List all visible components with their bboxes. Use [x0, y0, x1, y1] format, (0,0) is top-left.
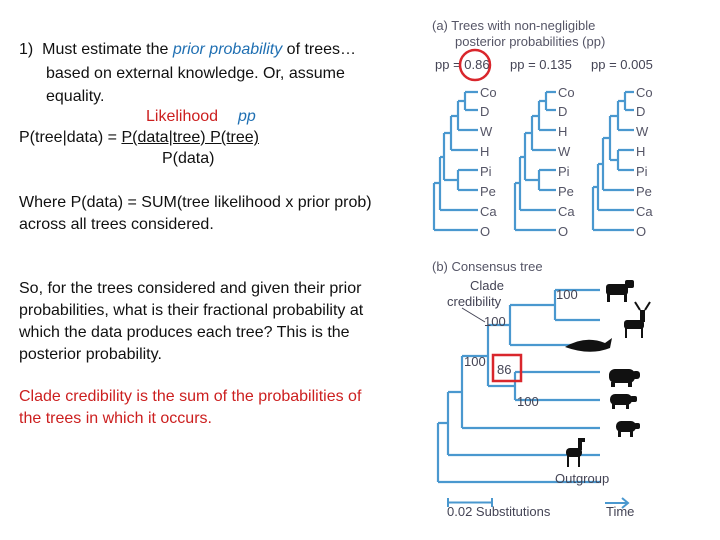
formula-denominator: P(data) [162, 150, 215, 167]
so-line4: posterior probability. [19, 346, 162, 363]
tree1-tip-labels [480, 85, 497, 239]
tree3-tip-pi: Pi [636, 164, 648, 179]
clade-credibility-label-line1: Clade [470, 278, 504, 293]
hippo-icon [609, 369, 640, 387]
so-line1: So, for the trees considered and given their prior [19, 280, 362, 297]
deer-icon [624, 302, 650, 338]
tree3-branches [593, 92, 634, 230]
tree3-tip-d: D [636, 104, 646, 119]
tree2-tip-h: H [558, 124, 568, 139]
peccary-icon [616, 421, 640, 437]
tree2-tip-pi: Pi [558, 164, 570, 179]
prior-probability-term: prior probability [172, 41, 283, 58]
support-value-3: 100 [464, 354, 486, 369]
tree1-tip-d: D [480, 104, 490, 119]
tree2-tip-labels [558, 85, 575, 239]
tree2-tip-ca: Ca [558, 204, 575, 219]
where-line2: across all trees considered. [19, 216, 214, 233]
tree1-tip-h: H [480, 144, 490, 159]
tree3-tip-o: O [636, 224, 647, 239]
tree1-tip-co: Co [480, 85, 497, 100]
tree1-tip-w: W [480, 124, 493, 139]
tree1-tip-o: O [480, 224, 491, 239]
tree2-tip-d: D [558, 104, 568, 119]
outgroup-label: Outgroup [555, 471, 610, 486]
clade-line2: the trees in which it occurs. [19, 410, 212, 427]
support-value-2: 100 [484, 314, 506, 329]
tree3-tip-w: W [636, 124, 649, 139]
point1-text-a: Must estimate the [42, 41, 173, 58]
tree3-tip-h: H [636, 144, 646, 159]
tree1-tip-pe: Pe [480, 184, 496, 199]
so-line2: probabilities, what is their fractional probability at [19, 302, 364, 319]
tree2-branches [515, 92, 556, 230]
whale-icon [565, 338, 612, 352]
point1-line3: equality. [46, 88, 105, 105]
clade-line1: Clade credibility is the sum of the probabilities of [19, 388, 362, 405]
tree1-tip-pi: Pi [480, 164, 492, 179]
tree2-tip-co: Co [558, 85, 575, 100]
formula-numerator: P(data|tree) P(tree) [121, 129, 259, 146]
clade-credibility-label-line2: credibility [447, 294, 502, 309]
scale-label: 0.02 Substitutions [447, 504, 551, 519]
tree3-pp: pp = 0.005 [591, 57, 653, 72]
tree1-branches [434, 92, 478, 230]
support-value-5: 100 [517, 394, 539, 409]
formula-lhs: P(tree|data) = [19, 129, 122, 146]
camel-icon [566, 438, 585, 467]
panel-a-title-line1: (a) Trees with non-negligible [432, 18, 596, 33]
so-line3: which the data produces each tree? This is the [19, 324, 350, 341]
point1-text-b: of trees… [282, 41, 357, 58]
support-value-1: 100 [556, 287, 578, 302]
panel-b-title: (b) Consensus tree [432, 259, 543, 274]
tree2-tip-pe: Pe [558, 184, 574, 199]
support-value-86: 86 [497, 362, 512, 377]
tree2-tip-w: W [558, 144, 571, 159]
pig-icon [610, 394, 637, 409]
tree3-tip-pe: Pe [636, 184, 652, 199]
clade-credibility-pointer [462, 308, 485, 322]
tree3-tip-co: Co [636, 85, 653, 100]
tree3-tip-labels [636, 85, 653, 239]
point1-number: 1) [19, 41, 34, 58]
where-line1: Where P(data) = SUM(tree likelihood x prior prob) [19, 194, 372, 211]
tree2-tip-o: O [558, 224, 569, 239]
time-label: Time [606, 504, 635, 519]
pp-label: pp [238, 108, 256, 125]
point1-line2: based on external knowledge. Or, assume [46, 65, 345, 82]
tree2-pp: pp = 0.135 [510, 57, 572, 72]
cow-icon [606, 280, 634, 302]
likelihood-label: Likelihood [146, 108, 219, 125]
animal-silhouettes [565, 280, 650, 467]
tree3-tip-ca: Ca [636, 204, 653, 219]
tree1-pp: pp = 0.86 [435, 57, 490, 72]
panel-a-title-line2: posterior probabilities (pp) [455, 34, 606, 49]
tree1-tip-ca: Ca [480, 204, 497, 219]
